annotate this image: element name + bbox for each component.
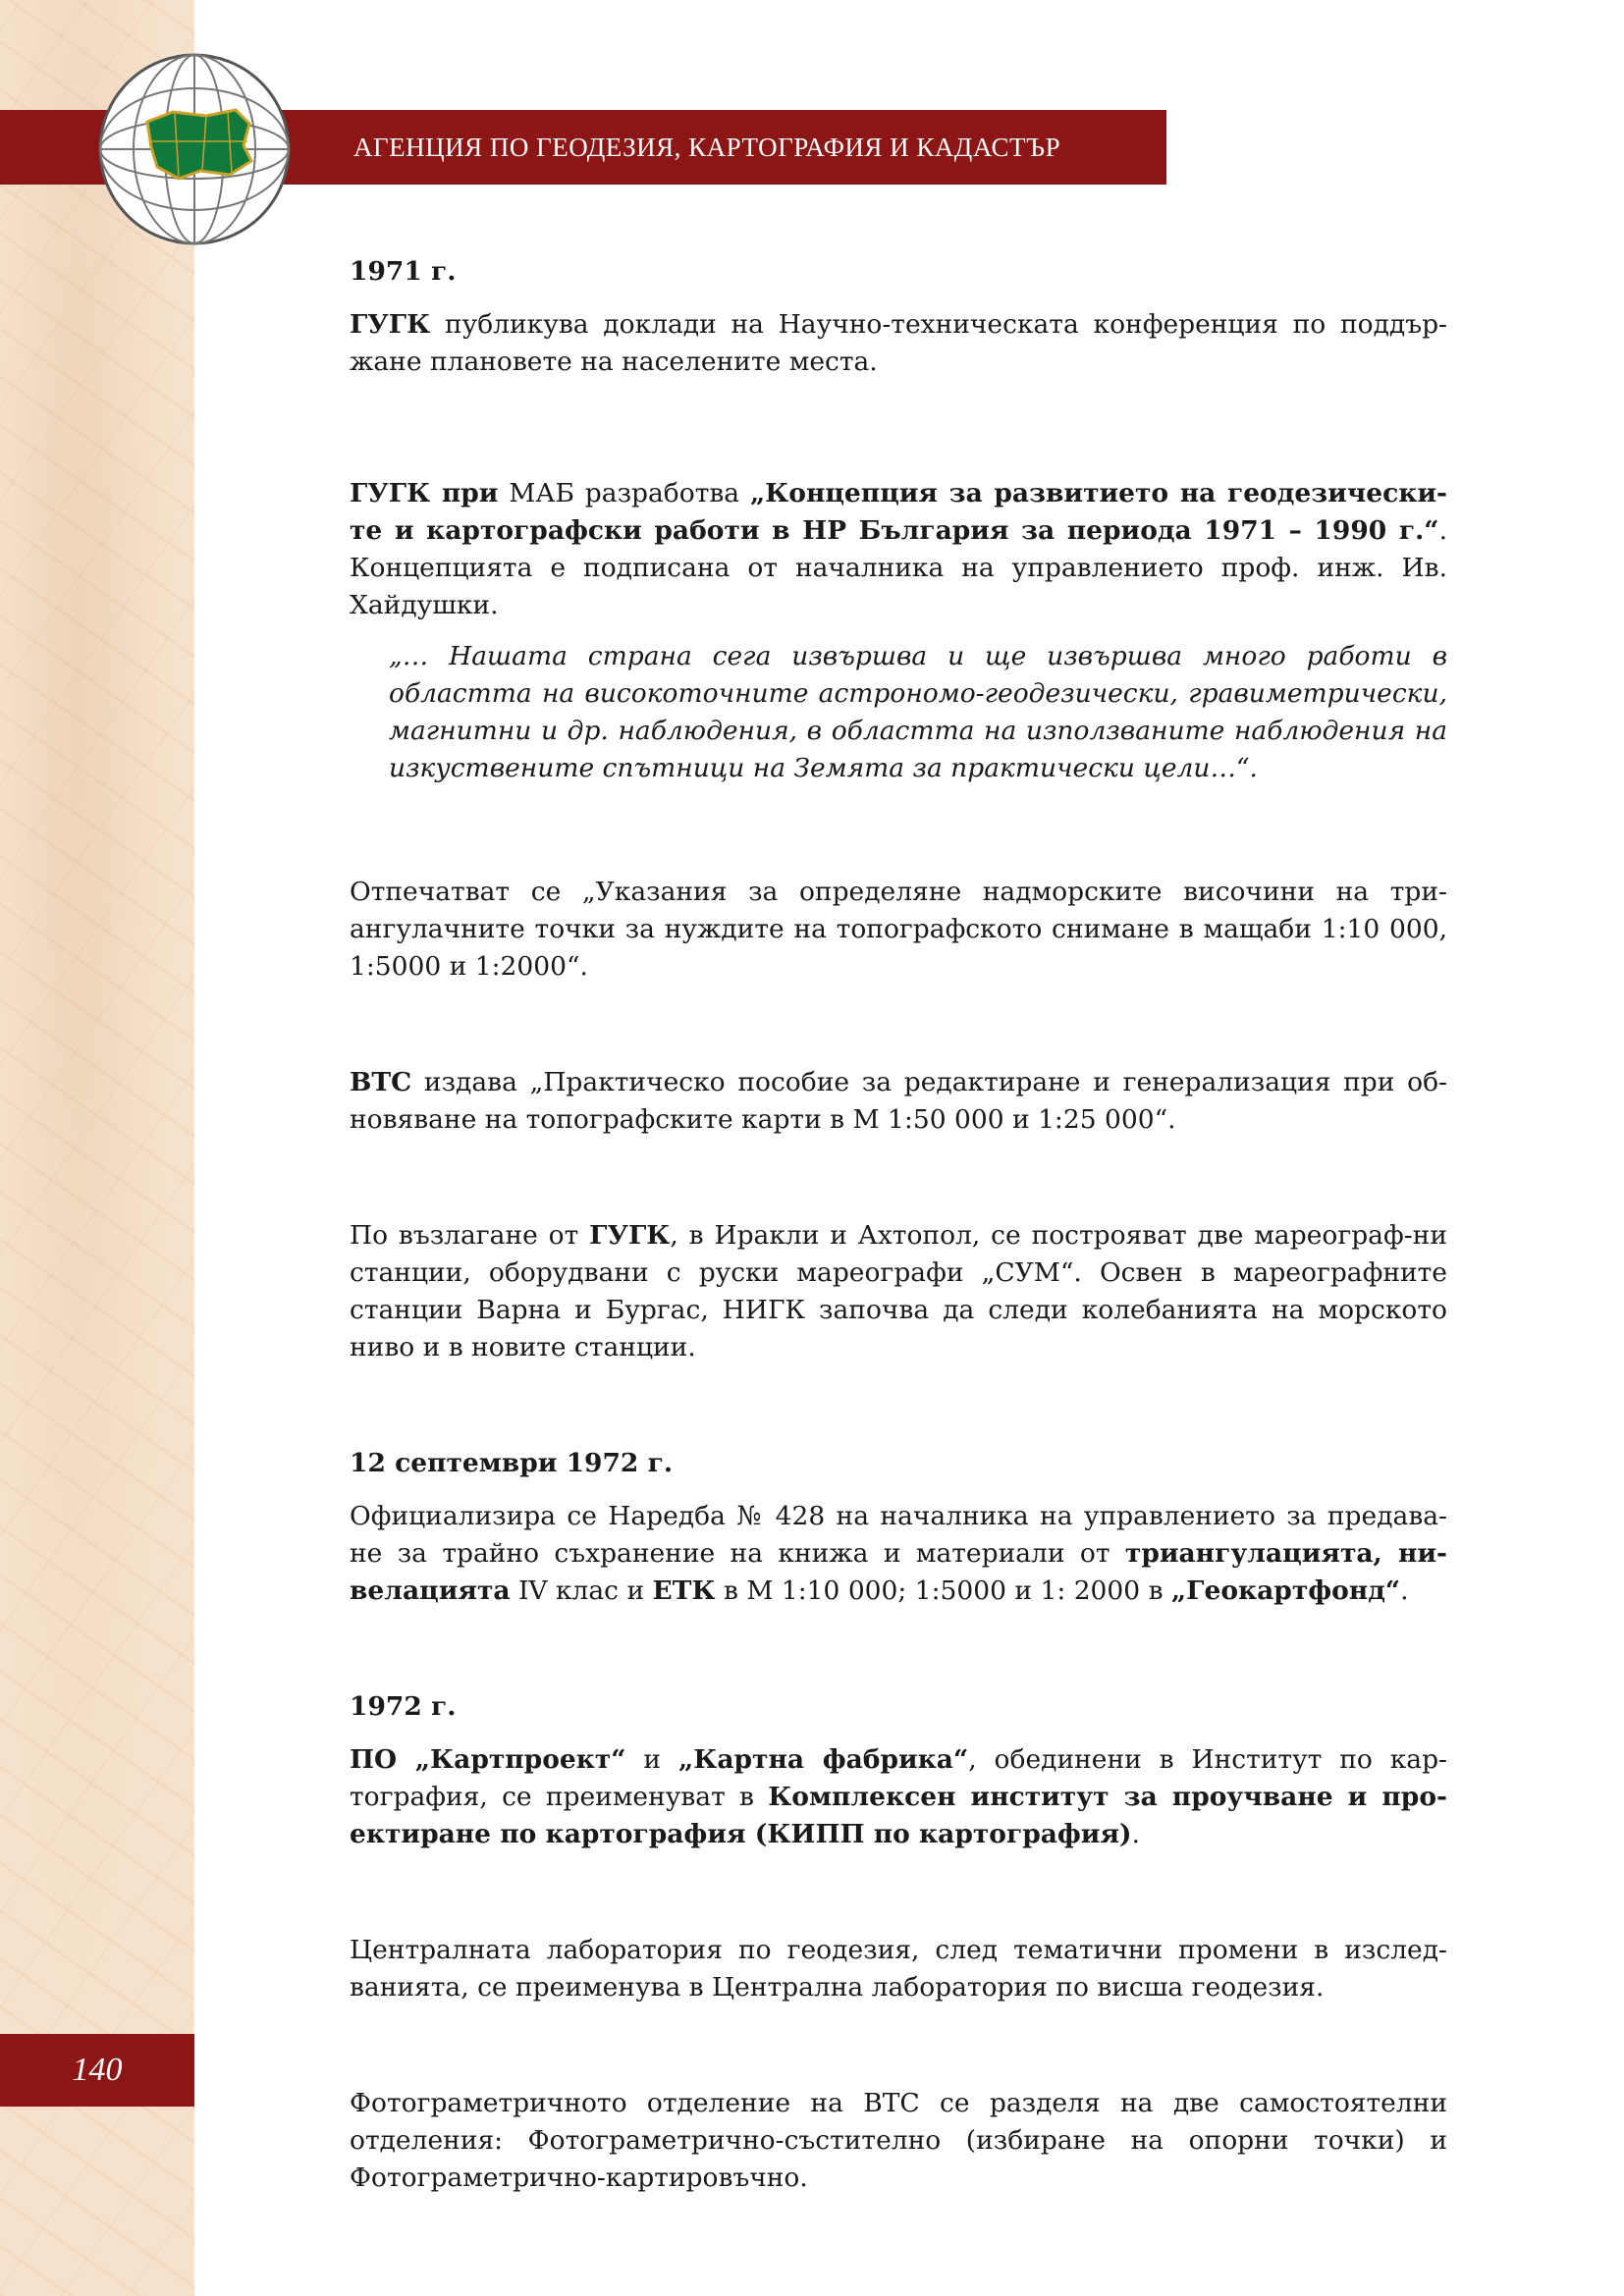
bold-text: Комплексен институт за проучване и про-ектиране по картография (КИПП по картография) [350,1782,1447,1849]
paragraph [350,1498,1447,1610]
paragraph: Централната лаборатория по геодезия, след тематични промени в изслед-ванията, се преименува в Централна лаборатория по висша геодезия. [350,1935,1447,2002]
text: . Концепцията е подписана от началника на управлението проф. инж. Ив. Хайдушки. [350,515,1447,620]
agency-title: АГЕНЦИЯ ПО ГЕОДЕЗИЯ, КАРТОГРАФИЯ И КАДАСТЪР [353,133,1061,162]
text: МАБ разработва [498,478,750,508]
paragraph [350,1741,1447,1853]
bold-text: „Картна фабрика“ [678,1744,969,1775]
text: . [1131,1819,1141,1849]
bold-text: ВТС [350,1067,412,1097]
globe-bulgaria-logo-icon [96,51,293,247]
text: Официализира се Наредба № 428 на началника на управлението за предава-не за трайно съхранение на книжа и материали от [350,1501,1447,1569]
text: IV клас и [510,1575,653,1606]
paragraph [350,475,1447,624]
bold-text: ГУГК при [350,478,499,508]
paragraph [350,1217,1447,1366]
date-heading: 1971 г. [350,256,457,287]
page-number: 140 [72,2052,123,2088]
paragraph: Фотограметричното отделение на ВТС се разделя на две самостоятелни отделения: Фотограметрично-състително (избиране на опорни точки) и Фотограметрично-картировъчно. [350,2088,1447,2193]
paragraph [350,1064,1447,1139]
bold-text: ПО „Картпроект“ [350,1744,626,1775]
text: издава „Практическо пособие за редактиране и генерализация при об-новяване на топографските карти в М 1:50 000 и 1:25 000“. [350,1067,1447,1135]
date-heading: 1972 г. [350,1691,457,1722]
text: , обединени в Институт по кар-тография, се преименуват в [350,1744,1447,1812]
text: публикува доклади на Научно-техническата конференция по поддър-жане плановете на населените места. [350,309,1447,377]
text: и [625,1744,678,1775]
bold-text: ГУГК [350,309,431,340]
bold-text: ГУГК [589,1220,671,1251]
text: По възлагане от [350,1220,590,1251]
article-body [350,253,1447,2197]
bold-text: „Геокартфонд“ [1170,1575,1401,1606]
bold-text: ЕТК [652,1575,716,1606]
text: . [1400,1575,1409,1606]
paragraph [350,306,1447,381]
bold-text: „Концепция за развитието на геодезически-те и картографски работи в НР България за периода 1971 – 1990 г.“ [350,478,1448,546]
bold-text: триангулацията, ни-велацията [350,1538,1447,1606]
quote: „… Нашата страна сега извършва и ще извършва много работи в областта на високоточните астрономо-геодезически, гравиметрически, магнитни и др. наблюдения, в областта на използваните наблюдения на изкуствените спътници на Земята за практически цели…“. [389,641,1447,783]
text: , в Иракли и Ахтопол, се построяват две мареограф-ни станции, оборудвани с руски мареографи „СУМ“. Освен в мареографните станции Варна и Бургас, НИГК започва да следи колебанията на морското ниво и в новите станции. [350,1220,1447,1362]
date-heading: 12 септември 1972 г. [350,1448,674,1478]
text: в М 1:10 000; 1:5000 и 1: 2000 в [715,1575,1171,1606]
decorative-map-strip [0,0,194,2296]
paragraph: Отпечатват се „Указания за определяне надморските височини на три-ангулачните точки за нуждите на топографското снимане в мащаби 1:10 000, 1:5000 и 1:2000“. [350,877,1447,982]
